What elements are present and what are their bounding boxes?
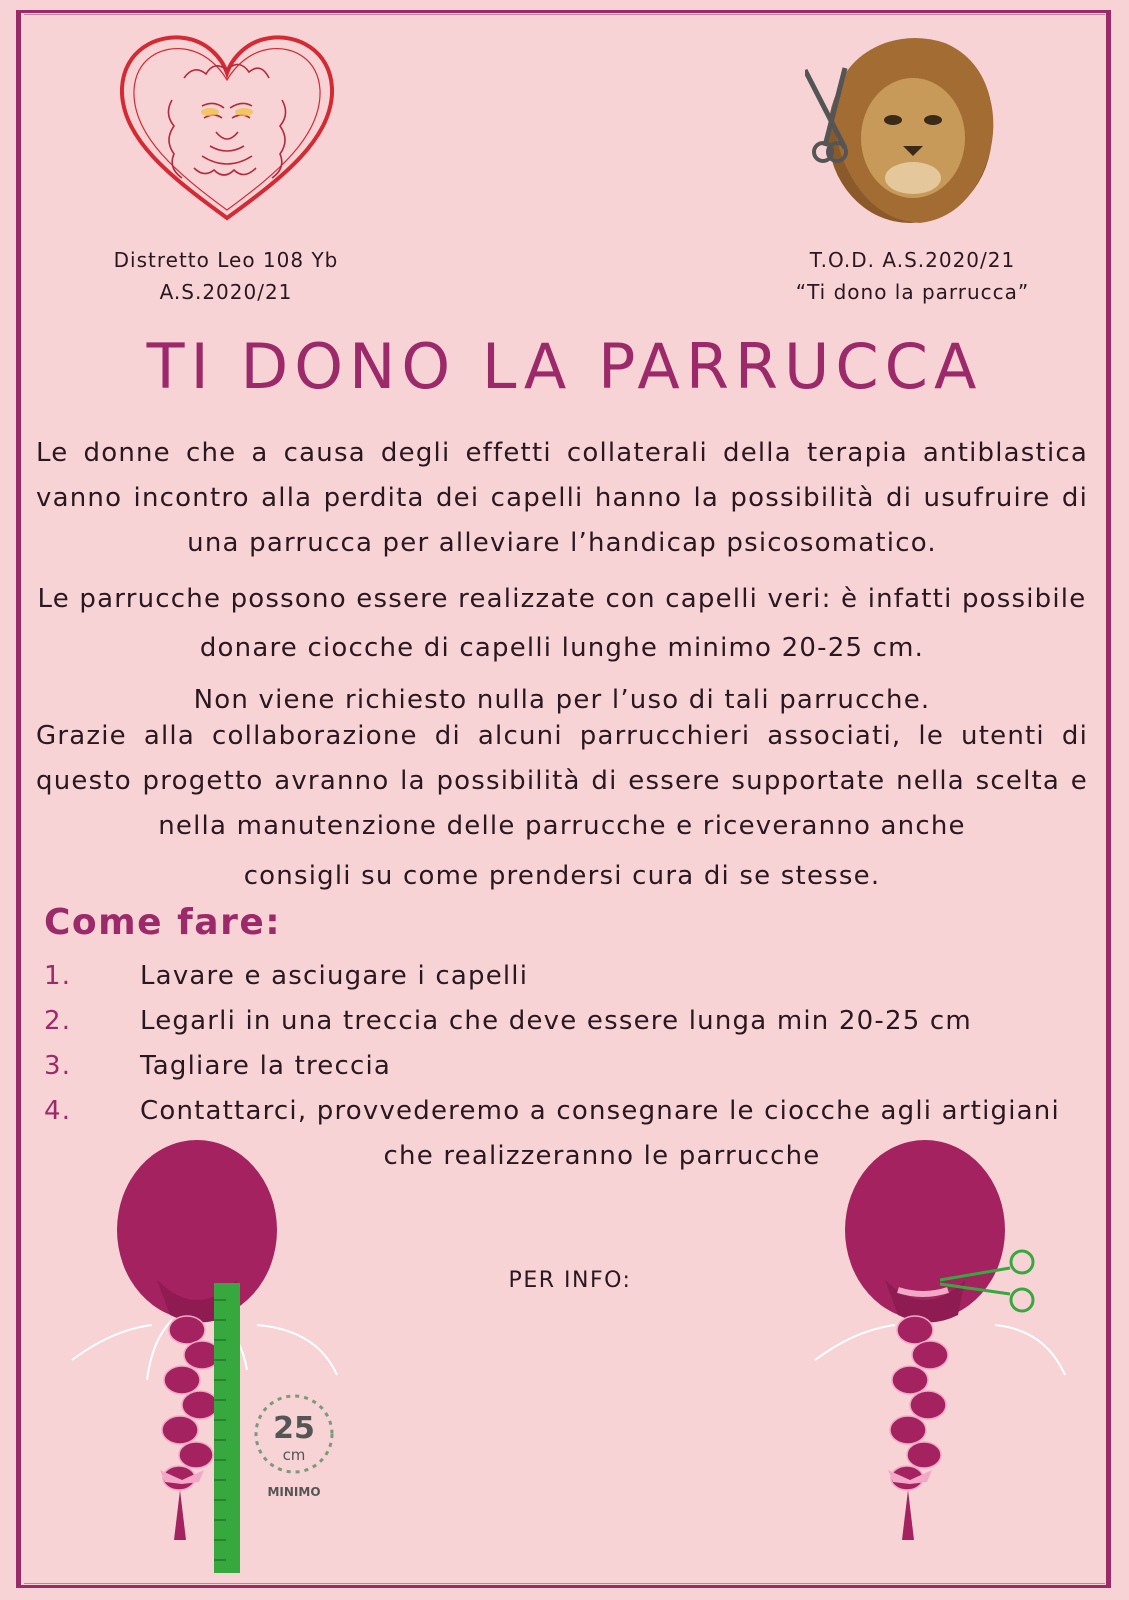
paragraph-collaboration — [36, 714, 1088, 903]
right-caption-line-1: T.O.D. A.S.2020/21 — [809, 248, 1016, 272]
step-number: 2. — [44, 1006, 72, 1036]
step-number: 3. — [44, 1051, 72, 1081]
step-item — [44, 954, 1104, 999]
step-number: 4. — [44, 1096, 72, 1126]
lion-with-scissors-icon — [805, 28, 995, 228]
right-caption — [770, 244, 1055, 308]
step-item — [44, 999, 1104, 1044]
braid-with-scissors-icon — [800, 1130, 1090, 1580]
paragraph-intro: Le donne che a causa degli effetti collaterali della terapia antiblastica vanno incontro alla perdita dei capelli hanno la possibilità di usufruire di una parrucca per alleviare l’handicap psicosomatico. — [36, 438, 1088, 558]
heart-lion-emblem-icon — [112, 28, 342, 224]
step-text: Legarli in una treccia che deve essere lunga min 20-25 cm — [140, 1006, 972, 1036]
paragraph-collaboration-end: consigli su come prendersi cura di se stesse. — [243, 861, 881, 891]
badge-label: MINIMO — [267, 1485, 321, 1499]
step-text: Contattarci, provvederemo a consegnare le ciocche agli artigiani — [140, 1096, 1060, 1126]
braid-with-ruler-icon — [62, 1130, 362, 1580]
left-caption — [96, 244, 356, 308]
badge-value: 25 — [273, 1411, 315, 1446]
page-title: TI DONO LA PARRUCCA — [146, 330, 983, 403]
howto-heading: Come fare: — [44, 902, 282, 943]
step-text: Lavare e asciugare i capelli — [140, 961, 529, 991]
left-caption-line-2: A.S.2020/21 — [159, 280, 293, 304]
badge-unit: cm — [282, 1446, 306, 1464]
step-number: 1. — [44, 961, 72, 991]
right-caption-line-2: “Ti dono la parrucca” — [795, 280, 1030, 304]
left-caption-line-1: Distretto Leo 108 Yb — [113, 248, 339, 272]
step-text: Tagliare la treccia — [140, 1051, 392, 1081]
step-item — [44, 1044, 1104, 1089]
paragraph-free-use: Non viene richiesto nulla per l’uso di tali parrucche. — [193, 685, 931, 715]
per-info-label: PER INFO: — [508, 1268, 632, 1293]
step-text-continuation: che realizzeranno le parrucche — [383, 1141, 821, 1171]
paragraph-collaboration-main: Grazie alla collaborazione di alcuni parrucchieri associati, le utenti di questo progetto avranno la possibilità di essere supportate nella scelta e nella manutenzione delle parrucche e riceveranno anche — [36, 721, 1088, 841]
paragraph-real-hair: Le parrucche possono essere realizzate con capelli veri: è infatti possibile donare ciocche di capelli lunghe minimo 20-25 cm. — [37, 584, 1087, 663]
